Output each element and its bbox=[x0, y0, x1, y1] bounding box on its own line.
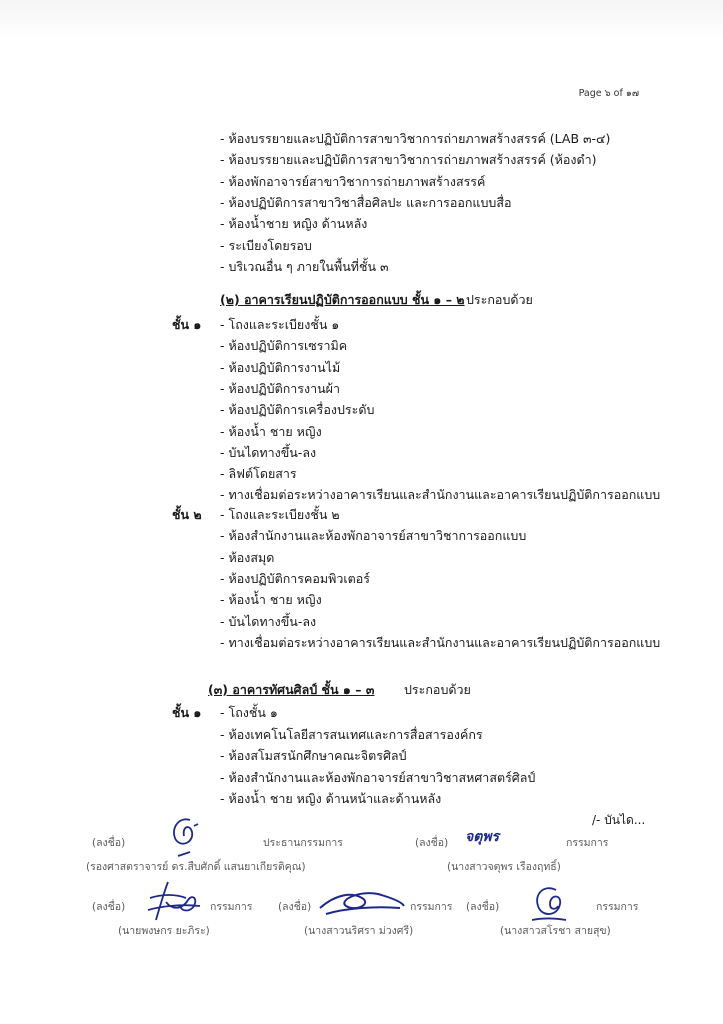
building3-heading-suffix: ประกอบด้วย bbox=[404, 682, 471, 697]
list-item: - ห้องบรรยายและปฏิบัติการสาขาวิชาการถ่ายภาพสร้างสรรค์ (LAB ๓-๔) bbox=[220, 131, 611, 146]
list-item: - ห้องเทคโนโลยีสารสนเทศและการสื่อสารองค์กร bbox=[220, 726, 483, 742]
list-item: - ห้องน้ำ ชาย หญิง bbox=[220, 592, 322, 608]
list-item: - ทางเชื่อมต่อระหว่างอาคารเรียนและสำนักงานและอาคารเรียนปฏิบัติการออกแบบ bbox=[220, 634, 661, 650]
member1-signature-mark: จตุพร bbox=[465, 829, 500, 845]
building2-heading-suffix: ประกอบด้วย bbox=[466, 292, 533, 307]
list-item: - ห้องพักอาจารย์สาขาวิชาการถ่ายภาพสร้างสรรค์ bbox=[220, 173, 486, 189]
list-item: - โถงและระเบียงชั้น ๒ bbox=[220, 507, 340, 522]
continuation-note: /- บันได... bbox=[592, 813, 646, 827]
list-item: - บริเวณอื่น ๆ ภายในพื้นที่ชั้น ๓ bbox=[220, 258, 389, 274]
member3-role: กรรมการ bbox=[410, 901, 453, 913]
list-item: - ห้องสำนักงานและห้องพักอาจารย์สาขาวิชาสหศาสตร์ศิลป์ bbox=[220, 769, 536, 785]
building2-floor2-label: ชั้น ๒ bbox=[172, 507, 202, 522]
building2-heading: (๒) อาคารเรียนปฏิบัติการออกแบบ ชั้น ๑ – ๒ bbox=[220, 292, 465, 307]
member2-role: กรรมการ bbox=[210, 901, 253, 913]
member2-name: (นายพงษกร ยะภิระ) bbox=[118, 925, 210, 937]
list-item: - บันไดทางขึ้น-ลง bbox=[220, 613, 317, 629]
chair-sign-prefix: (ลงชื่อ) bbox=[92, 837, 126, 849]
list-item: - ห้องปฏิบัติการคอมพิวเตอร์ bbox=[220, 570, 370, 586]
member2-signature-mark bbox=[142, 876, 206, 926]
list-item: - โถงชั้น ๑ bbox=[220, 705, 278, 720]
building3-floor1-label: ชั้น ๑ bbox=[172, 705, 202, 720]
member4-name: (นางสาวสโรชา สายสุข) bbox=[500, 925, 611, 937]
list-item: - ห้องสโมสรนักศึกษาคณะจิตรศิลป์ bbox=[220, 748, 407, 763]
list-item: - ห้องปฏิบัติการงานไม้ bbox=[220, 359, 341, 375]
member4-signature-mark bbox=[526, 880, 572, 924]
scan-shadow bbox=[0, 0, 723, 40]
list-item: - ห้องน้ำ ชาย หญิง ด้านหน้าและด้านหลัง bbox=[220, 791, 442, 806]
member4-sign-prefix: (ลงชื่อ) bbox=[466, 901, 500, 913]
list-item: - ทางเชื่อมต่อระหว่างอาคารเรียนและสำนักงานและอาคารเรียนปฏิบัติการออกแบบ bbox=[220, 487, 661, 503]
list-item: - ห้องปฏิบัติการงานผ้า bbox=[220, 380, 341, 396]
member3-signature-mark bbox=[316, 884, 408, 918]
member2-sign-prefix: (ลงชื่อ) bbox=[92, 901, 126, 913]
building2-floor1-label: ชั้น ๑ bbox=[172, 317, 202, 332]
member3-sign-prefix: (ลงชื่อ) bbox=[278, 901, 312, 913]
member1-role: กรรมการ bbox=[566, 837, 609, 849]
list-item: - โถงและระเบียงชั้น ๑ bbox=[220, 317, 340, 332]
member4-role: กรรมการ bbox=[596, 901, 639, 913]
list-item: - ห้องปฏิบัติการเซรามิค bbox=[220, 338, 348, 354]
list-item: - ห้องน้ำชาย หญิง ด้านหลัง bbox=[220, 216, 368, 232]
list-item: - ห้องบรรยายและปฏิบัติการสาขาวิชาการถ่ายภาพสร้างสรรค์ (ห้องดำ) bbox=[220, 152, 597, 168]
page-number: Page ๖ of ๑๗ bbox=[578, 88, 639, 99]
building3-heading: (๓) อาคารทัศนศิลป์ ชั้น ๑ – ๓ bbox=[208, 682, 375, 697]
list-item: - ห้องสมุด bbox=[220, 549, 275, 565]
member1-name: (นางสาวจตุพร เรืองฤทธิ์) bbox=[447, 861, 561, 873]
chair-name: (รองศาสตราจารย์ ดร.สืบศักดิ์ แสนยาเกียรติคุณ) bbox=[86, 861, 306, 873]
list-item: - บันไดทางขึ้น-ลง bbox=[220, 444, 317, 460]
list-item: - ห้องสำนักงานและห้องพักอาจารย์สาขาวิชาการออกแบบ bbox=[220, 528, 527, 544]
list-item: - ห้องปฏิบัติการสาขาวิชาสื่อศิลปะ และการออกแบบสื่อ bbox=[220, 194, 512, 210]
list-item: - ห้องปฏิบัติการเครื่องประดับ bbox=[220, 402, 375, 418]
member1-sign-prefix: (ลงชื่อ) bbox=[415, 837, 449, 849]
chair-signature-mark bbox=[160, 812, 210, 858]
list-item: - ห้องน้ำ ชาย หญิง bbox=[220, 423, 322, 439]
chair-role: ประธานกรรมการ bbox=[263, 837, 343, 849]
list-item: - ระเบียงโดยรอบ bbox=[220, 237, 312, 253]
member3-name: (นางสาวนริศรา ม่วงศรี) bbox=[304, 925, 414, 937]
list-item: - ลิฟต์โดยสาร bbox=[220, 466, 297, 482]
